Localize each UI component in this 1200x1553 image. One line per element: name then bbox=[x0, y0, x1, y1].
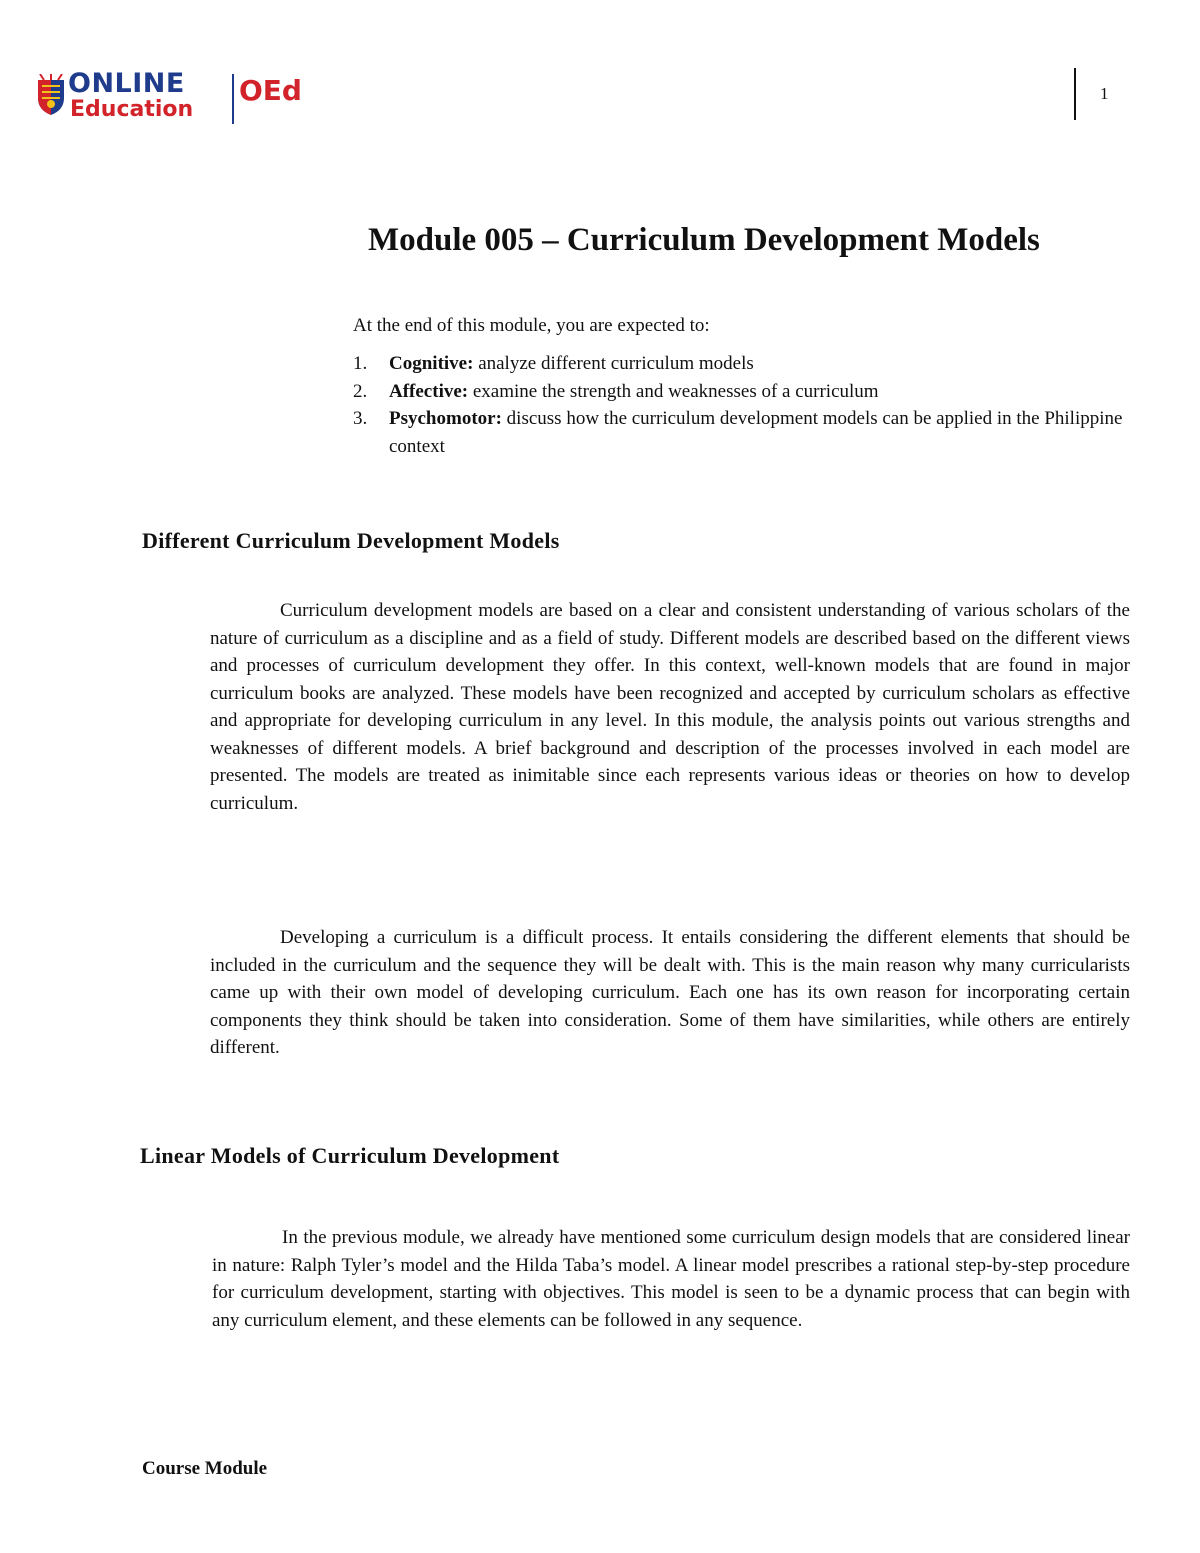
objective-label: Psychomotor: bbox=[389, 408, 502, 429]
section-heading: Different Curriculum Development Models bbox=[142, 528, 560, 553]
online-education-logo bbox=[36, 68, 302, 128]
module-title: Module 005 – Curriculum Development Models bbox=[368, 222, 1040, 258]
section-paragraph: Developing a curriculum is a difficult process. It entails considering the different elements that should be included in the curriculum and the sequence they will be dealt with. This is the main reason why many curricularists came up with their own model of developing curriculum. Each one has its own reason for incorporating certain components they think should be taken into consideration. Some of them have similarities, while others are entirely different. bbox=[210, 927, 1130, 1058]
logo-education-text: Education bbox=[70, 97, 194, 122]
objective-number: 3. bbox=[353, 408, 368, 429]
logo-oed-text: OEd bbox=[239, 74, 302, 107]
objective-number: 1. bbox=[353, 353, 368, 374]
section-paragraph: In the previous module, we already have mentioned some curriculum design models that are considered linear in nature: Ralph Tyler’s model and the Hilda Taba’s model. A linear model prescribes a rational step-by-step procedure for curriculum development, starting with objectives. This model is seen to be a dynamic process that can begin with any curriculum element, and these elements can be followed in any sequence. bbox=[212, 1227, 1130, 1331]
objective-number: 2. bbox=[353, 380, 368, 402]
page-number: 1 bbox=[1100, 84, 1109, 103]
logo-divider bbox=[232, 74, 234, 124]
footer-course-module: Course Module bbox=[142, 1458, 268, 1479]
objective-item bbox=[353, 405, 1133, 460]
ama-shield-icon bbox=[36, 74, 66, 116]
objective-text: discuss how the curriculum development models can be applied in the Philippine context bbox=[389, 408, 1123, 457]
objectives-list bbox=[353, 350, 1133, 460]
logo-online-text: ONLINE bbox=[68, 68, 185, 99]
page-number-divider bbox=[1074, 68, 1076, 120]
objective-text: analyze different curriculum models bbox=[473, 353, 754, 374]
section-heading: Linear Models of Curriculum Development bbox=[140, 1143, 560, 1168]
objective-item bbox=[353, 350, 1133, 378]
objectives-intro: At the end of this module, you are expected to: bbox=[353, 315, 710, 336]
objective-label: Cognitive: bbox=[389, 353, 474, 374]
objective-label: Affective: bbox=[389, 380, 469, 402]
objective-item bbox=[353, 378, 1133, 406]
section-paragraph: Curriculum development models are based on a clear and consistent understanding of various scholars of the nature of curriculum as a discipline and as a field of study. Different models are described based on the different views and processes of curriculum development they offer. In this context, well-known models that are found in major curriculum books are analyzed. These models have been recognized and accepted by curriculum scholars as effective and appropriate for developing curriculum in any level. In this module, the analysis points out various strengths and weaknesses of different models. A brief background and description of the processes involved in each model are presented. The models are treated as inimitable since each represents various ideas or theories on how to develop curriculum. bbox=[210, 600, 1130, 814]
objective-text: examine the strength and weaknesses of a curriculum bbox=[468, 380, 879, 402]
